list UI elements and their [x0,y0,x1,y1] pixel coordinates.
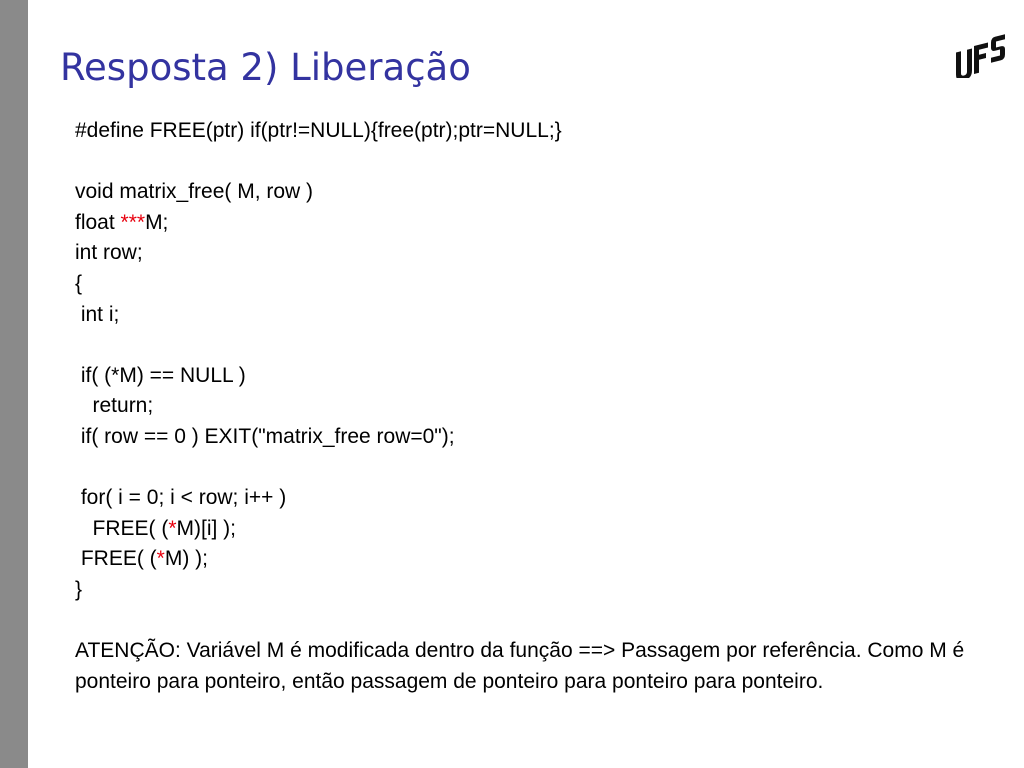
side-bar [0,0,28,768]
if-null-line: if( (*M) == NULL ) [75,363,246,387]
return-line: return; [75,394,154,418]
triple-pointer-stars: *** [120,210,146,234]
free-inner-line [75,514,1005,545]
if-row-line: if( row == 0 ) EXIT("matrix_free row=0"); [75,424,455,448]
free-outer-star: * [156,547,165,571]
free-inner-post: M)[i] ); [176,516,237,540]
for-loop-line: for( i = 0; i < row; i++ ) [75,486,287,510]
blank-line [75,330,1005,361]
define-line: #define FREE(ptr) if(ptr!=NULL){free(ptr);ptr=NULL;} [75,119,562,142]
blank-line [75,453,1005,484]
close-brace-line: } [75,577,83,601]
free-inner-pre: FREE( ( [75,516,169,540]
open-brace-line: { [75,271,83,295]
float-var: M; [145,210,169,234]
ufes-logo [950,26,1010,78]
free-outer-post: M) ); [164,547,209,571]
float-keyword: float [75,210,121,234]
int-i-line: int i; [75,302,120,326]
float-decl-line [75,208,1005,239]
slide-body [75,116,1005,697]
blank-line [75,147,1005,178]
blank-line [75,606,1005,637]
attention-note: ATENÇÃO: Variável M é modificada dentro da função ==> Passagem por referência. Como M é ponteiro para ponteiro, então passagem de ponteiro para ponteiro para ponteiro. [75,639,965,693]
free-outer-line [75,544,1005,575]
slide-title: Resposta 2) Liberação [60,46,471,89]
signature-line: void matrix_free( M, row ) [75,180,314,204]
free-inner-star: * [168,516,177,540]
free-outer-pre: FREE( ( [75,547,157,571]
int-row-line: int row; [75,241,143,265]
